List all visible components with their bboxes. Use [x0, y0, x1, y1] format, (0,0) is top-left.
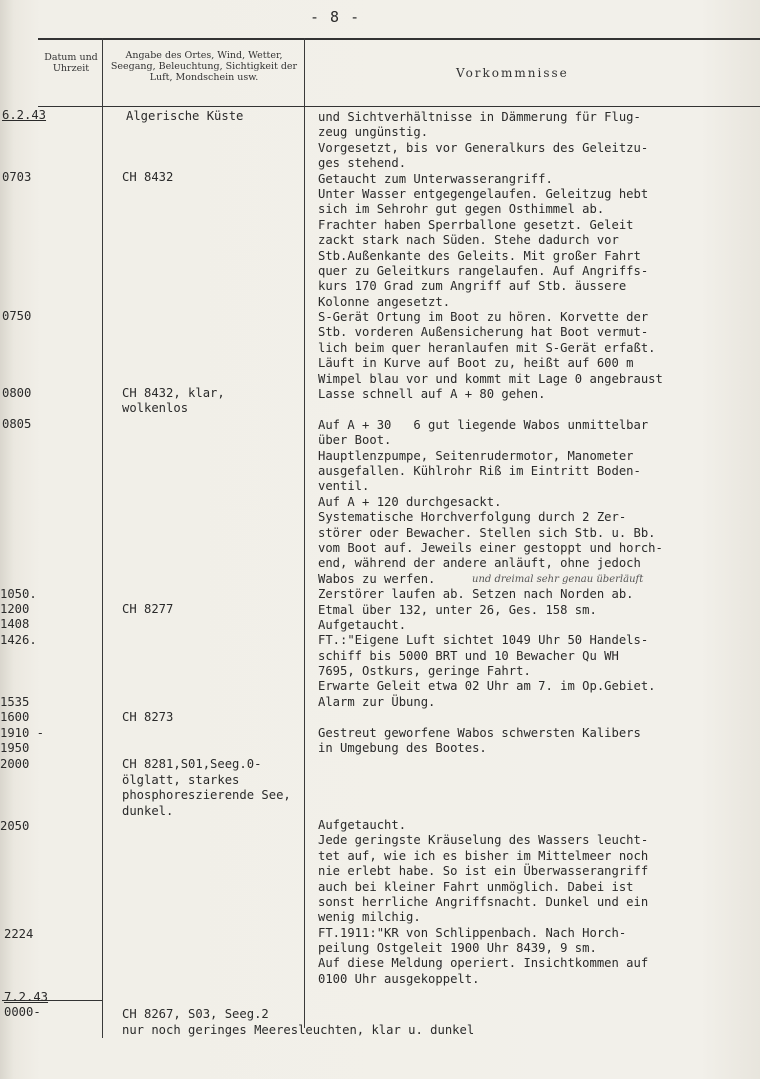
- date-6-2-43: 6.2.43: [2, 108, 47, 122]
- place-entry: CH 8432: [122, 170, 174, 184]
- time-entry: 2224: [4, 927, 34, 941]
- time-entry: 0703: [2, 170, 32, 184]
- event-line: zackt stark nach Süden. Stehe dadurch vor: [318, 233, 619, 248]
- event-line: wenig milchig.: [318, 910, 421, 925]
- event-line: FT.1911:"KR von Schlippenbach. Nach Horch-: [318, 925, 627, 940]
- event-line: Getaucht zum Unterwasserangriff.: [318, 171, 553, 186]
- column-divider-1: [102, 38, 103, 1038]
- place-entry: CH 8267, S03, Seeg.2: [122, 1007, 269, 1021]
- place-entry: CH 8281,S01,Seeg.0-: [122, 757, 262, 771]
- event-line: ventil.: [318, 479, 370, 494]
- event-line: Stb. vorderen Außensicherung hat Boot vermut-: [318, 325, 649, 340]
- header-ort: Angabe des Ortes, Wind, Wetter, Seegang, Beleuchtung, Sichtigkeit der Luft, Mondschein usw.: [110, 50, 298, 83]
- event-line: peilung Ostgeleit 1900 Uhr 8439, 9 sm.: [318, 941, 597, 956]
- event-line: Zerstörer laufen ab. Setzen nach Norden ab.: [318, 587, 634, 602]
- event-line: Jede geringste Kräuselung des Wassers leucht-: [318, 833, 649, 848]
- event-line: schiff bis 5000 BRT und 10 Bewacher Qu WH: [318, 648, 619, 663]
- event-line: FT.:"Eigene Luft sichtet 1049 Uhr 50 Handels-: [318, 633, 649, 648]
- event-line: [318, 756, 663, 771]
- place-entry: phosphoreszierende See,: [122, 788, 291, 802]
- time-entry: 1408: [0, 617, 30, 631]
- event-line: Kolonne angesetzt.: [318, 294, 451, 309]
- place-entry: wolkenlos: [122, 401, 189, 415]
- header-datum: Datum und Uhrzeit: [44, 52, 98, 74]
- place-entry: ölglatt, starkes: [122, 773, 240, 787]
- place-entry: Algerische Küste: [126, 109, 244, 123]
- time-entry: 1910 -: [0, 726, 45, 740]
- event-line: tet auf, wie ich es bisher im Mittelmeer noch: [318, 848, 649, 863]
- time-entry: 2050: [0, 819, 30, 833]
- event-line: störer oder Bewacher. Stellen sich Stb. u. Bb.: [318, 525, 656, 540]
- table-top-rule: [38, 38, 760, 40]
- event-line: quer zu Geleitkurs rangelaufen. Auf Angriffs-: [318, 263, 649, 278]
- event-line: lich beim quer heranlaufen mit S-Gerät erfaßt.: [318, 340, 656, 355]
- event-line: ges stehend.: [318, 156, 407, 171]
- column-divider-2: [304, 38, 305, 1028]
- event-line: Auf diese Meldung operiert. Insichtkommen auf: [318, 956, 649, 971]
- event-line: 7695, Ostkurs, geringe Fahrt.: [318, 664, 531, 679]
- page-number: - 8 -: [310, 8, 361, 26]
- event-line: vom Boot auf. Jeweils einer gestoppt und horch-: [318, 540, 663, 555]
- place-entry: dunkel.: [122, 804, 174, 818]
- event-line: [318, 710, 663, 725]
- event-line: end, während der andere anläuft, ohne jedoch: [318, 556, 641, 571]
- event-line: Etmal über 132, unter 26, Ges. 158 sm.: [318, 602, 597, 617]
- event-line: Frachter haben Sperrballone gesetzt. Geleit: [318, 217, 634, 232]
- event-line: nie erlebt habe. So ist ein Überwasserangriff: [318, 864, 649, 879]
- time-entry: 0000-: [4, 1005, 41, 1019]
- event-line: Aufgetaucht.: [318, 617, 407, 632]
- event-line: Lasse schnell auf A + 80 gehen.: [318, 387, 546, 402]
- event-line: kurs 170 Grad zum Angriff auf Stb. äussere: [318, 279, 627, 294]
- time-entry: 0750: [2, 309, 32, 323]
- event-line: zeug ungünstig.: [318, 125, 429, 140]
- time-entry: 1600: [0, 710, 30, 724]
- time-entry: 1950: [0, 741, 30, 755]
- header-vorkommnisse: Vorkommnisse: [456, 66, 569, 80]
- event-line: Wabos zu werfen.: [318, 571, 436, 586]
- event-line: Systematische Horchverfolgung durch 2 Zer-: [318, 510, 627, 525]
- time-entry: 1050.: [0, 587, 37, 601]
- time-entry: 1426.: [0, 633, 37, 647]
- event-line: Aufgetaucht.: [318, 817, 407, 832]
- event-line: sonst herrliche Angriffsnacht. Dunkel und ein: [318, 894, 649, 909]
- time-entry: 1200: [0, 602, 30, 616]
- event-line: Gestreut geworfene Wabos schwersten Kalibers: [318, 725, 641, 740]
- event-line: ausgefallen. Kühlrohr Riß im Eintritt Boden-: [318, 463, 641, 478]
- event-line: [318, 402, 663, 417]
- time-entry: 0800: [2, 386, 32, 400]
- place-entry: CH 8273: [122, 710, 174, 724]
- event-line: Erwarte Geleit etwa 02 Uhr am 7. im Op.Gebiet.: [318, 679, 656, 694]
- event-line: S-Gerät Ortung im Boot zu hören. Korvette der: [318, 310, 649, 325]
- event-line: 0100 Uhr ausgekoppelt.: [318, 971, 480, 986]
- event-line: Auf A + 120 durchgesackt.: [318, 494, 502, 509]
- time-entry: 0805: [2, 417, 32, 431]
- event-line: Läuft in Kurve auf Boot zu, heißt auf 600 m: [318, 356, 634, 371]
- date-7-2-43: 7.2.43: [4, 990, 49, 1004]
- events-text: [318, 110, 663, 987]
- event-line: [318, 787, 663, 802]
- place-entry: CH 8432, klar,: [122, 386, 225, 400]
- event-line: über Boot.: [318, 433, 392, 448]
- event-line: Vorgesetzt, bis vor Generalkurs des Geleitzu-: [318, 140, 649, 155]
- event-line: in Umgebung des Bootes.: [318, 741, 487, 756]
- event-line: [318, 772, 663, 787]
- time-entry: 2000: [0, 757, 30, 771]
- event-line: sich im Sehrohr gut gegen Osthimmel ab.: [318, 202, 605, 217]
- event-line: auch bei kleiner Fahrt unmöglich. Dabei ist: [318, 879, 634, 894]
- event-line: Alarm zur Übung.: [318, 694, 436, 709]
- event-line: Wimpel blau vor und kommt mit Lage 0 angebraust: [318, 371, 663, 386]
- event-line: und Sichtverhältnisse in Dämmerung für Flug-: [318, 110, 641, 124]
- header-bottom-rule: [38, 106, 760, 107]
- event-line: Stb.Außenkante des Geleits. Mit großer Fahrt: [318, 248, 641, 263]
- place-entry: nur noch geringes Meeresleuchten, klar u. dunkel: [122, 1023, 475, 1037]
- place-entry: CH 8277: [122, 602, 174, 616]
- time-entry: 1535: [0, 695, 30, 709]
- handwritten-note: und dreimal sehr genau überläuft: [472, 574, 644, 585]
- event-line: Unter Wasser entgegengelaufen. Geleitzug hebt: [318, 186, 649, 201]
- event-line: Auf A + 30 6 gut liegende Wabos unmittelbar: [318, 417, 649, 432]
- event-line: [318, 803, 663, 818]
- event-line: Hauptlenzpumpe, Seitenrudermotor, Manometer: [318, 448, 634, 463]
